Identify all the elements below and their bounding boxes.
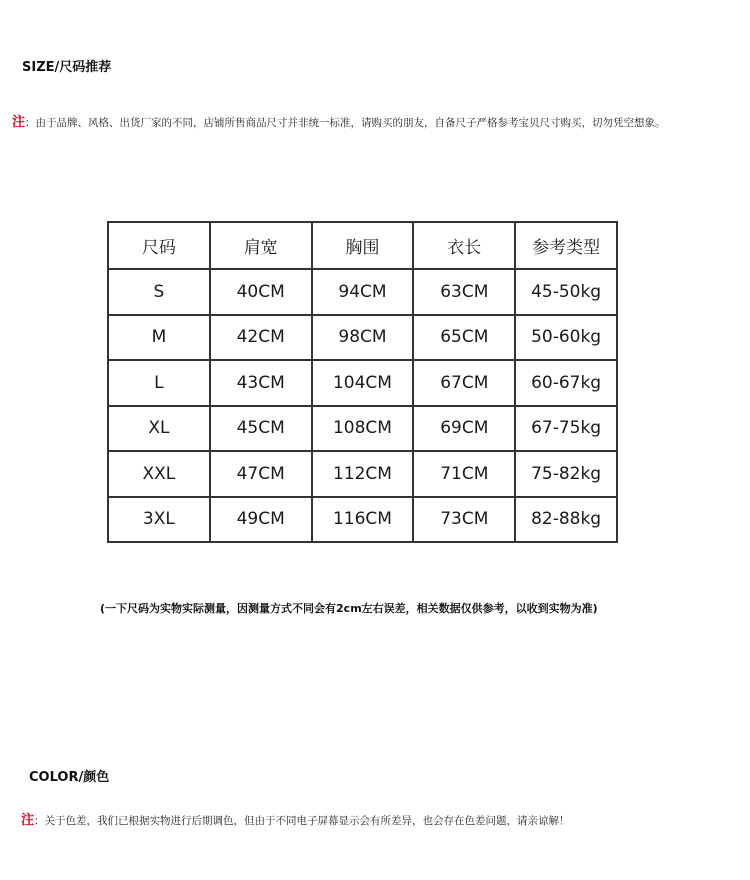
cell-chest: 104CM: [312, 360, 414, 406]
color-note-text: ：关于色差，我们已根据实物进行后期调色，但由于不同电子屏幕显示会有所差异，也会存在色差问题，请亲谅解！: [34, 815, 570, 827]
cell-chest: 98CM: [312, 315, 414, 361]
cell-length: 63CM: [413, 269, 515, 315]
table-row: [108, 497, 617, 543]
color-section-title: COLOR/颜色: [29, 770, 110, 785]
cell-size: S: [108, 269, 210, 315]
cell-chest: 112CM: [312, 451, 414, 497]
cell-length: 67CM: [413, 360, 515, 406]
table-header-row: [108, 222, 617, 269]
table-row: [108, 269, 617, 315]
header-size: 尺码: [108, 222, 210, 269]
table-row: [108, 406, 617, 452]
cell-reference: 50-60kg: [515, 315, 617, 361]
cell-size: L: [108, 360, 210, 406]
color-note: [21, 809, 570, 828]
table-row: [108, 451, 617, 497]
cell-length: 65CM: [413, 315, 515, 361]
cell-chest: 116CM: [312, 497, 414, 543]
size-note: [12, 111, 666, 130]
header-reference: 参考类型: [515, 222, 617, 269]
cell-shoulder: 47CM: [210, 451, 312, 497]
cell-shoulder: 45CM: [210, 406, 312, 452]
header-shoulder: 肩宽: [210, 222, 312, 269]
cell-reference: 75-82kg: [515, 451, 617, 497]
cell-size: 3XL: [108, 497, 210, 543]
header-chest: 胸围: [312, 222, 414, 269]
size-section-title: SIZE/尺码推荐: [22, 60, 112, 75]
note-mark: 注: [12, 115, 26, 130]
size-table: [107, 221, 618, 543]
cell-shoulder: 43CM: [210, 360, 312, 406]
cell-chest: 108CM: [312, 406, 414, 452]
note-mark: 注: [21, 813, 35, 828]
cell-size: M: [108, 315, 210, 361]
measurement-footnote: (一下尺码为实物实际测量，因测量方式不同会有2cm左右误差，相关数据仅供参考，以收到实物为准): [100, 602, 598, 615]
cell-size: XL: [108, 406, 210, 452]
cell-length: 69CM: [413, 406, 515, 452]
cell-reference: 82-88kg: [515, 497, 617, 543]
cell-shoulder: 42CM: [210, 315, 312, 361]
table-row: [108, 315, 617, 361]
cell-length: 73CM: [413, 497, 515, 543]
cell-shoulder: 40CM: [210, 269, 312, 315]
header-length: 衣长: [413, 222, 515, 269]
cell-chest: 94CM: [312, 269, 414, 315]
cell-shoulder: 49CM: [210, 497, 312, 543]
table-row: [108, 360, 617, 406]
cell-reference: 67-75kg: [515, 406, 617, 452]
cell-length: 71CM: [413, 451, 515, 497]
cell-reference: 60-67kg: [515, 360, 617, 406]
size-note-text: ：由于品牌、风格、出货厂家的不同，店铺所售商品尺寸并非统一标准，请购买的朋友，自备尺子严格参考宝贝尺寸购买，切勿凭空想象。: [25, 117, 666, 129]
cell-size: XXL: [108, 451, 210, 497]
cell-reference: 45-50kg: [515, 269, 617, 315]
